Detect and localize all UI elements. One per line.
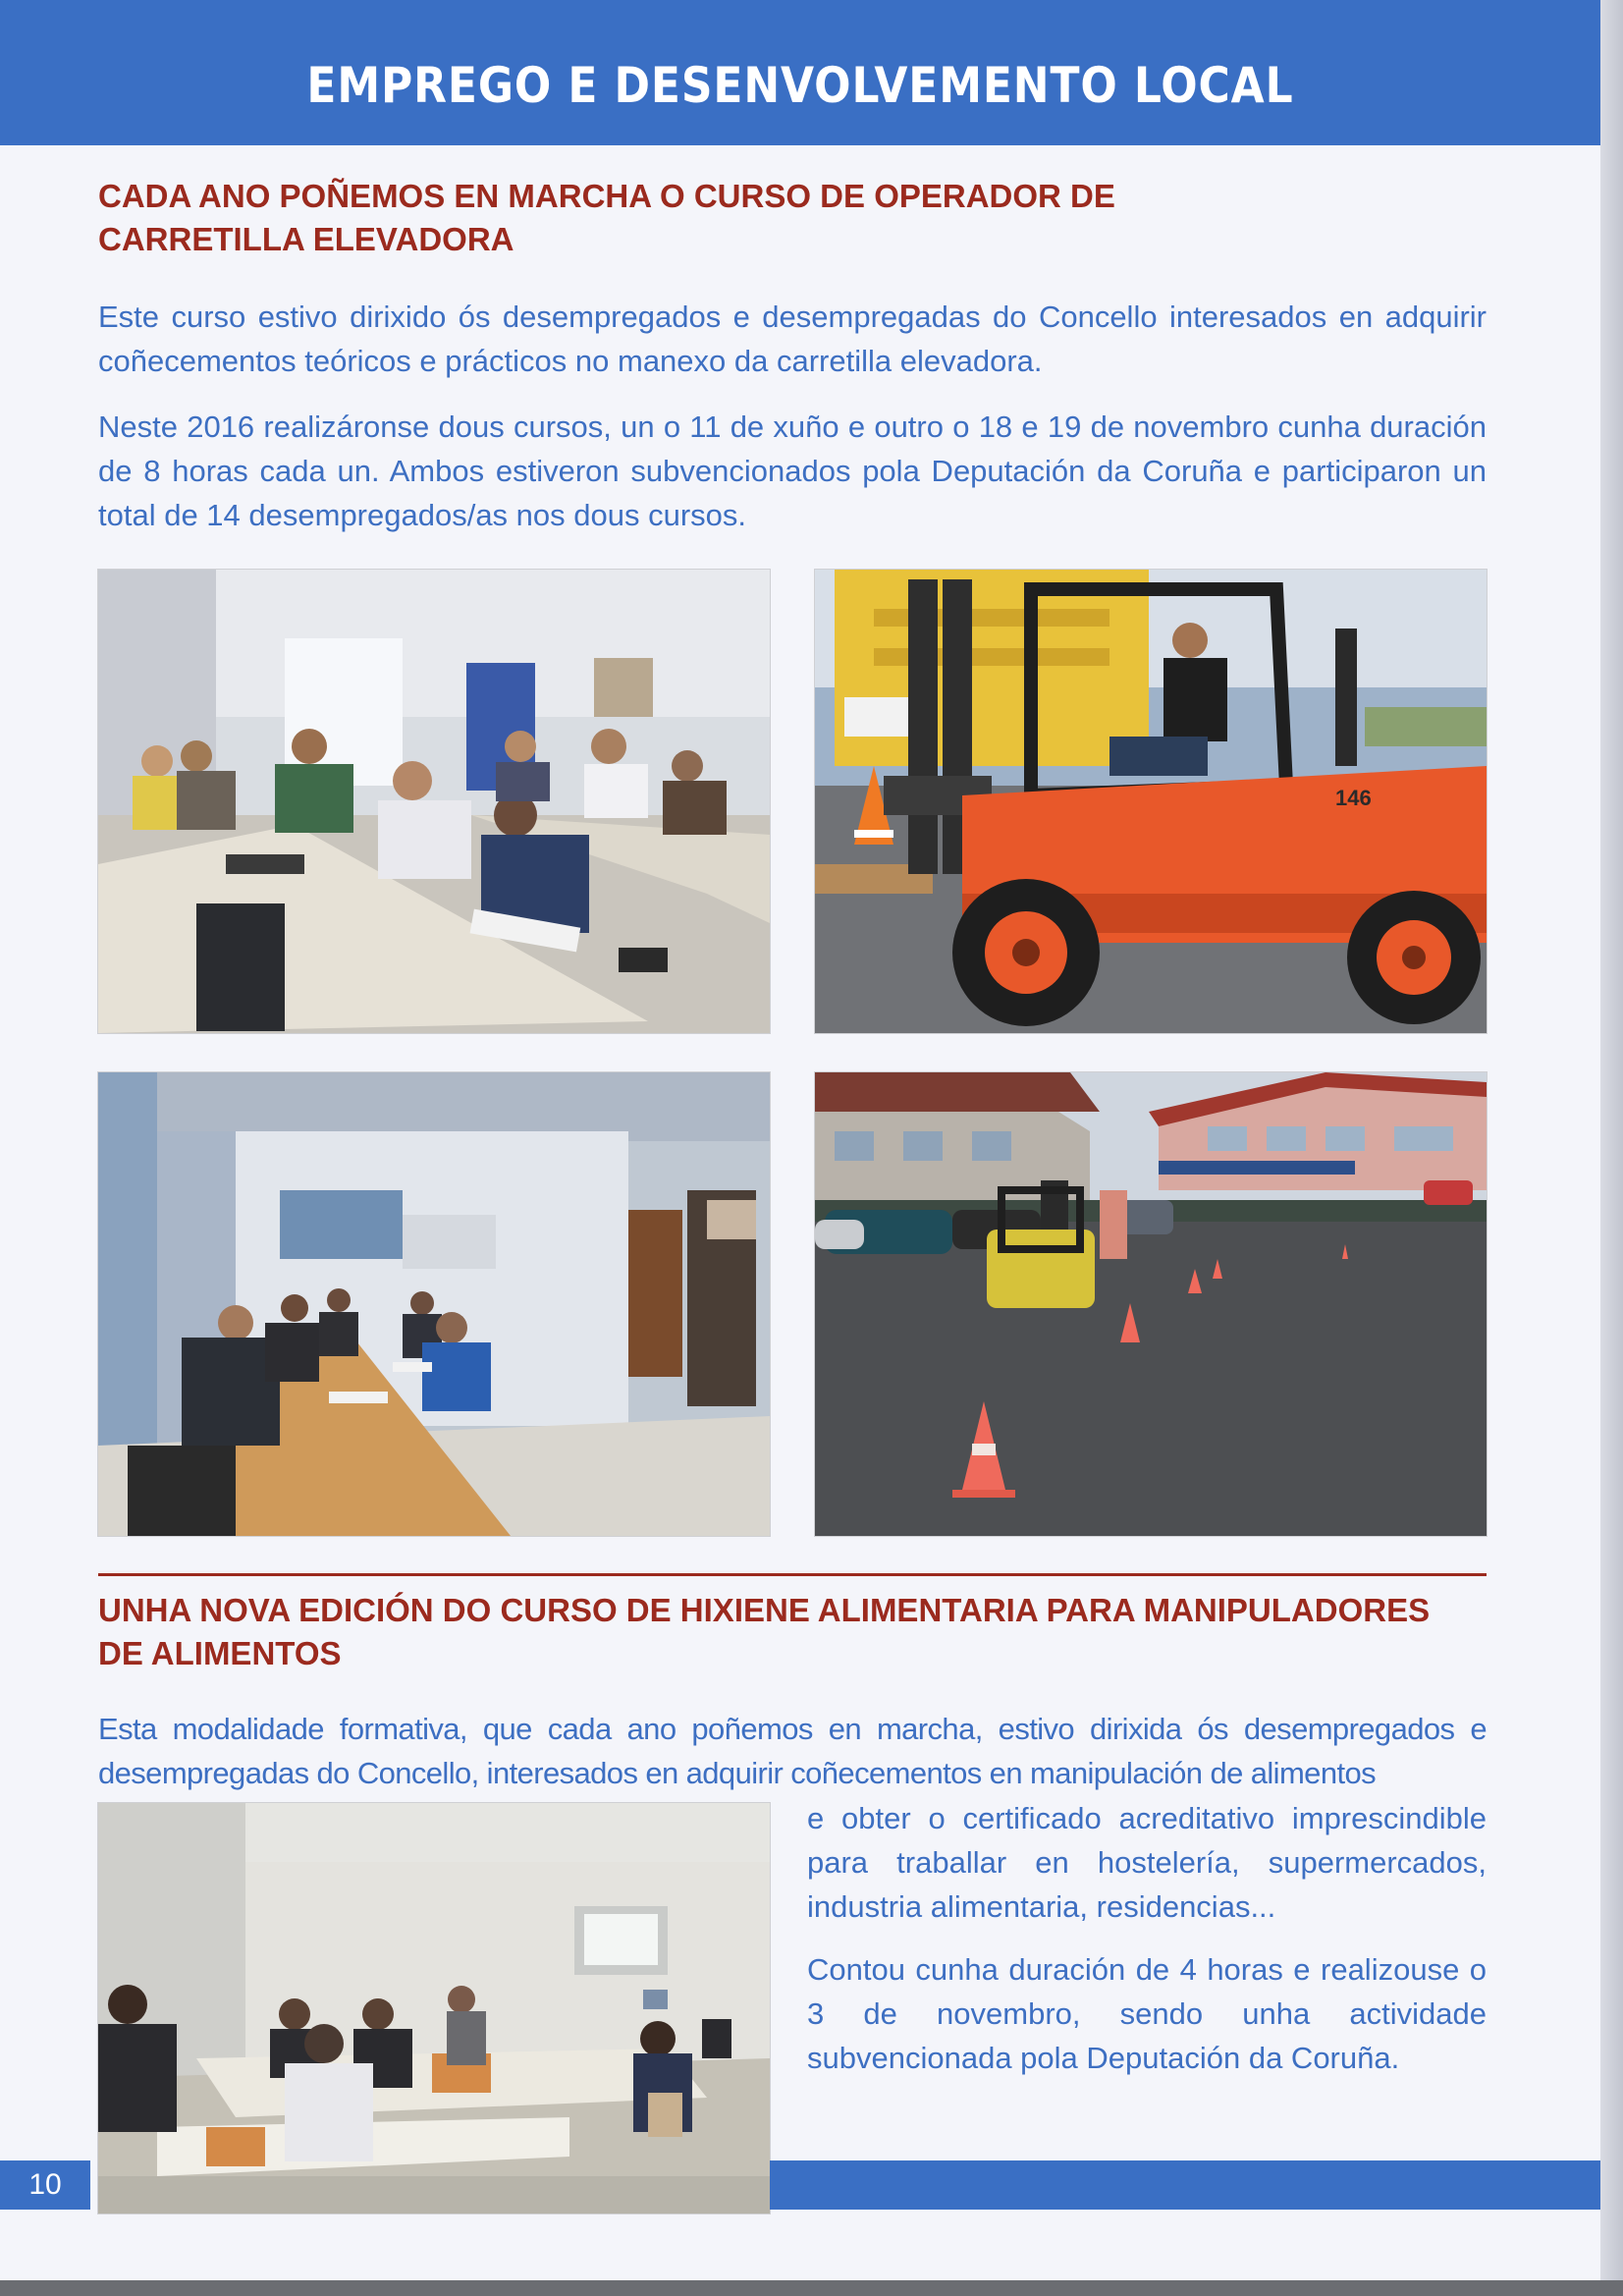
section2-paragraph1-right: e obter o certificado acreditativo imprescindible para traballar en hostelería, supermercados, industria alimentaria, residencias... (807, 1801, 1487, 1924)
section1-title (98, 175, 1492, 261)
photo-projection-room (98, 1072, 770, 1536)
section2-title-line2: DE ALIMENTOS (98, 1635, 342, 1671)
page-title: EMPREGO E DESENVOLVEMENTO LOCAL (306, 57, 1294, 114)
binding-spine (1600, 0, 1623, 2296)
photo-classroom-theory (98, 570, 770, 1033)
page-number: 10 (0, 2160, 90, 2210)
section1-title-line1: CADA ANO POÑEMOS EN MARCHA O CURSO DE OPERADOR DE (98, 178, 1115, 214)
page-bottom-edge (0, 2280, 1623, 2296)
section1-paragraph1: Este curso estivo dirixido ós desempregados e desempregadas do Concello interesados en adquirir coñecementos teóricos e prácticos no manexo da carretilla elevadora. (98, 300, 1487, 378)
photo-forklift-cones (815, 1072, 1487, 1536)
footer-bar (770, 2160, 1600, 2210)
section1-title-line2: CARRETILLA ELEVADORA (98, 221, 514, 257)
photo-classroom-theory-image (98, 570, 770, 1033)
photo-forklift-image (815, 570, 1487, 1033)
photo-projection-image (98, 1072, 770, 1536)
section-divider (98, 1573, 1487, 1576)
photo-cones-image (815, 1072, 1487, 1536)
photo-hygiene-classroom (98, 1803, 770, 2214)
section2-title-line1: UNHA NOVA EDICIÓN DO CURSO DE HIXIENE ALIMENTARIA PARA MANIPULADORES (98, 1592, 1431, 1628)
section1-paragraph2: Neste 2016 realizáronse dous cursos, un o 11 de xuño e outro o 18 e 19 de novembro cunha duración de 8 horas cada un. Ambos estiveron subvencionados pola Deputación da Coruña e participaron un total de 14 desempregados/as nos dous cursos. (98, 410, 1487, 532)
section2-paragraph1-full: Esta modalidade formativa, que cada ano poñemos en marcha, estivo dirixida ós desempregados e desempregadas do Concello, interesados en adquirir coñecementos en manipulación de alimentos (98, 1712, 1487, 1790)
forklift-number: 146 (1335, 786, 1372, 810)
section2-paragraph2: Contou cunha duración de 4 horas e realizouse o 3 de novembro, sendo unha actividade subvencionada pola Deputación da Coruña. (807, 1952, 1487, 2075)
section2-title (98, 1589, 1492, 1675)
photo-forklift-practice (815, 570, 1487, 1033)
photo-hygiene-image (98, 1803, 770, 2214)
